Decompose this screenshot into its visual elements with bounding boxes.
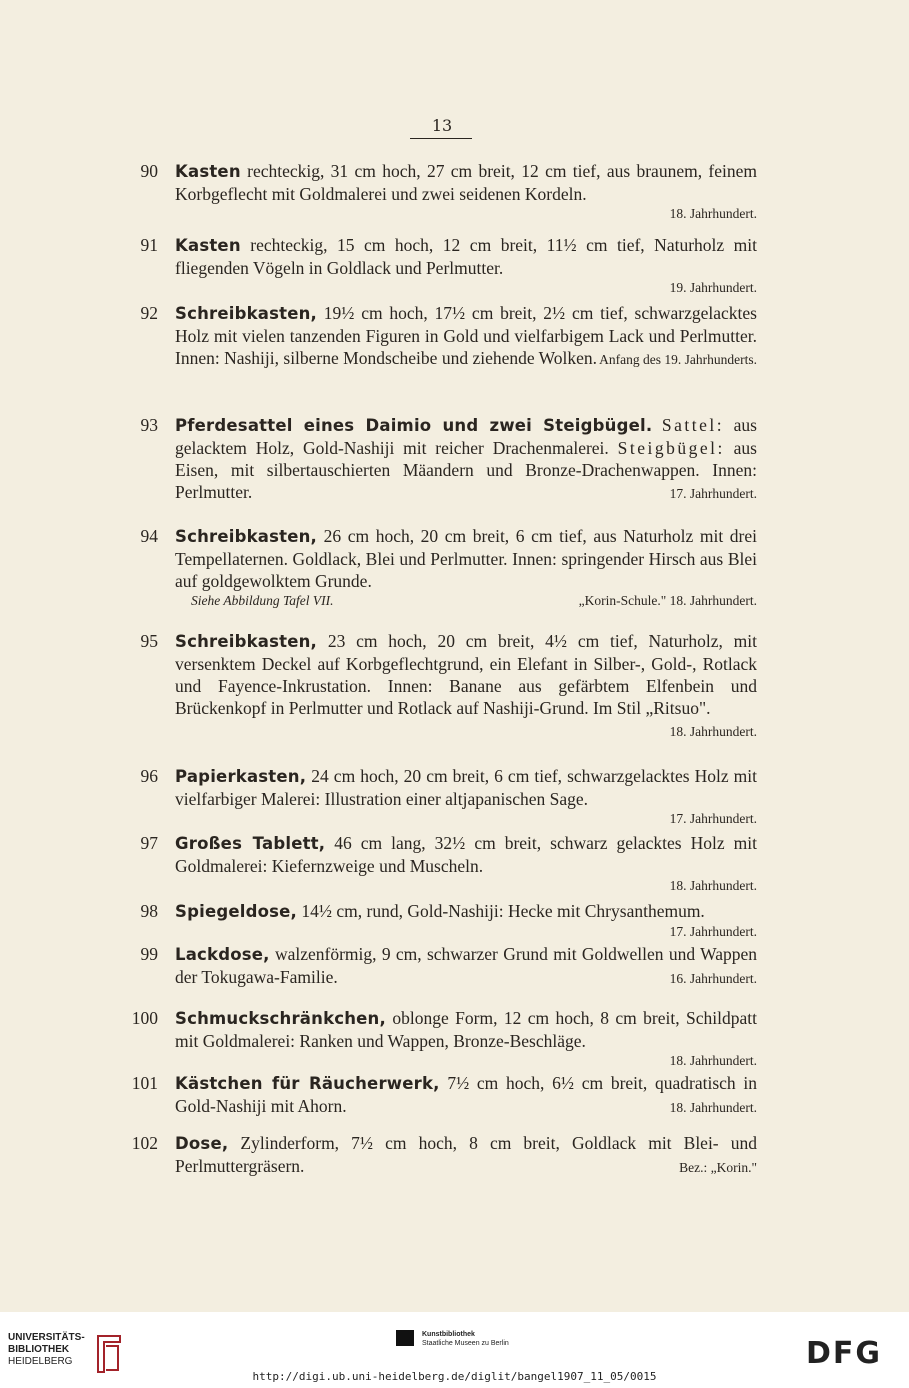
entry-title: Schmuckschränkchen, xyxy=(175,1009,386,1028)
page-number-rule xyxy=(410,138,472,139)
entry-number: 101 xyxy=(131,1073,158,1093)
entry-date: 18. Jahrhundert. xyxy=(669,206,757,221)
catalog-entry-97 xyxy=(130,832,760,895)
entry-date: 17. Jahrhundert. xyxy=(669,924,757,939)
entry-title: Schreibkasten, xyxy=(175,632,318,651)
entry-text: 19½ cm hoch, 17½ cm breit, 2½ cm tief, schwarzgelacktes Holz mit vielen tanzenden Figuren in Gold und vielfarbigem Lack und Perlmutter. Innen: Nashiji, silberne Mondscheibe und ziehende Wolken. xyxy=(175,303,757,368)
entry-number: 98 xyxy=(140,901,158,921)
entry-number: 95 xyxy=(140,631,158,651)
catalog-entry-101 xyxy=(130,1072,760,1119)
entry-text: 7½ cm hoch, 6½ cm breit, quadratisch in Gold-Nashiji mit Ahorn. xyxy=(175,1073,757,1116)
entry-date: 18. Jahrhundert. xyxy=(669,593,757,608)
entry-text: Zylinderform, 7½ cm hoch, 8 cm breit, Goldlack mit Blei- und Perlmuttergräsern. xyxy=(175,1133,757,1176)
kb-line2: Staatliche Museen zu Berlin xyxy=(422,1340,509,1347)
entry-date: 18. Jahrhundert. xyxy=(669,1100,757,1115)
entry-date: 17. Jahrhundert. xyxy=(669,486,757,501)
entry-title: Kästchen für Räucherwerk, xyxy=(175,1074,440,1093)
entry-date: 17. Jahrhundert. xyxy=(669,811,757,826)
entry-text: oblonge Form, 12 cm hoch, 8 cm breit, Schildpatt mit Goldmalerei: Ranken und Wappen, Bronze-Beschläge. xyxy=(175,1008,757,1051)
entry-date: 19. Jahrhundert. xyxy=(669,280,757,295)
entry-date: 18. Jahrhundert. xyxy=(669,724,757,739)
entry-title: Pferdesattel eines Daimio und zwei Steigbügel. xyxy=(175,416,653,435)
entry-number: 90 xyxy=(140,161,158,181)
entry-text: 26 cm hoch, 20 cm breit, 6 cm tief, aus Naturholz mit drei Tempellaternen. Goldlack, Blei und Perlmutter. Innen: springender Hirsch aus Blei auf goldgewolktem Grunde. xyxy=(175,526,757,591)
kunstbibliothek-logo-icon xyxy=(396,1330,414,1346)
catalog-entry-93 xyxy=(130,414,760,505)
entry-number: 99 xyxy=(140,944,158,964)
entry-title: Schreibkasten, xyxy=(175,304,318,323)
entry-text: walzenförmig, 9 cm, schwarzer Grund mit Goldwellen und Wappen der Tokugawa-Familie. xyxy=(175,944,757,987)
entry-citation xyxy=(175,592,757,610)
entry-label-stirrups: Steigbügel: xyxy=(617,438,725,458)
entry-text: 46 cm lang, 32½ cm breit, schwarz gelacktes Holz mit Goldmalerei: Kiefernzweige und Muscheln. xyxy=(175,833,757,876)
entry-title: Spiegeldose, xyxy=(175,902,298,921)
entry-title: Großes Tablett, xyxy=(175,834,326,853)
entry-number: 97 xyxy=(140,833,158,853)
entry-number: 96 xyxy=(140,766,158,786)
entry-date: Anfang des 19. Jahrhunderts. xyxy=(599,352,757,367)
entry-text: 14½ cm, rund, Gold-Nashiji: Hecke mit Chrysanthemum. xyxy=(297,901,705,921)
entry-title: Papierkasten, xyxy=(175,767,307,786)
entry-text: 23 cm hoch, 20 cm breit, 4½ cm tief, Naturholz, mit versenktem Deckel auf Korbgeflechtgrund, ein Elefant in Silber-, Gold-, Rotlack und Fayence-Inkrustation. Innen: Banane aus gefärbtem Elfenbein und Brückenkopf in Perlmutter und Rotlack auf Nashiji-Grund. Im Stil „Ritsuo". xyxy=(175,631,757,718)
entry-text: rechteckig, 15 cm hoch, 12 cm breit, 11½ cm tief, Naturholz mit fliegenden Vögeln in Goldlack und Perlmutter. xyxy=(175,235,757,278)
entry-date: 16. Jahrhundert. xyxy=(669,971,757,986)
permalink-url[interactable]: http://digi.ub.uni-heidelberg.de/diglit/bangel1907_11_05/0015 xyxy=(252,1370,657,1383)
ub-heidelberg-logo[interactable] xyxy=(8,1332,88,1368)
entry-number: 102 xyxy=(131,1133,158,1153)
catalog-entry-91 xyxy=(130,234,760,297)
catalog-entry-90 xyxy=(130,160,760,223)
ub-logo-line1: UNIVERSITÄTS- xyxy=(8,1332,85,1343)
catalog-entry-100 xyxy=(130,1007,760,1070)
entry-text: aus Eisen, mit silbertauschierten Mäandern und Bronze-Drachenwappen. Innen: Perlmutter. xyxy=(175,438,757,502)
entry-number: 100 xyxy=(131,1008,158,1028)
catalog-entry-96 xyxy=(130,765,760,828)
footer-bar xyxy=(0,1312,909,1388)
catalog-entry-92 xyxy=(130,302,760,371)
catalog-entry-95 xyxy=(130,630,760,743)
entry-title: Schreibkasten, xyxy=(175,527,318,546)
entry-signature: Bez.: „Korin." xyxy=(679,1160,757,1175)
kb-line1: Kunstbibliothek xyxy=(422,1331,475,1338)
catalog-entry-94 xyxy=(130,525,760,610)
ub-logo-line2: BIBLIOTHEK xyxy=(8,1344,70,1355)
entry-number: 93 xyxy=(140,415,158,435)
dfg-logo[interactable]: DFG xyxy=(806,1336,883,1371)
catalog-entry-102 xyxy=(130,1132,760,1179)
entry-title: Dose, xyxy=(175,1134,229,1153)
entry-number: 94 xyxy=(140,526,158,546)
catalog-entry-99 xyxy=(130,943,760,990)
entry-number: 92 xyxy=(140,303,158,323)
entry-number: 91 xyxy=(140,235,158,255)
plate-reference: Siehe Abbildung Tafel VII. xyxy=(191,593,334,608)
entry-title: Lackdose, xyxy=(175,945,270,964)
entry-text: aus gelacktem Holz, Gold-Nashiji mit reicher Drachenmalerei. xyxy=(175,415,757,458)
school-attribution: „Korin-Schule." xyxy=(578,593,667,608)
entry-date: 18. Jahrhundert. xyxy=(669,878,757,893)
entry-title: Kasten xyxy=(175,236,241,255)
page-number: 13 xyxy=(431,116,453,135)
entry-text: 24 cm hoch, 20 cm breit, 6 cm tief, schwarzgelacktes Holz mit vielfarbiger Malerei: Illustration einer altjapanischen Sage. xyxy=(175,766,757,809)
kunstbibliothek-logo[interactable] xyxy=(422,1330,509,1348)
entry-label-saddle: Sattel: xyxy=(661,415,725,435)
entry-title: Kasten xyxy=(175,162,241,181)
entry-text: rechteckig, 31 cm hoch, 27 cm breit, 12 cm tief, aus braunem, feinem Korbgeflecht mit Goldmalerei und zwei seidenen Kordeln. xyxy=(175,161,757,204)
ub-logo-line3: HEIDELBERG xyxy=(8,1356,73,1367)
entry-date: 18. Jahrhundert. xyxy=(669,1053,757,1068)
catalog-entry-98 xyxy=(130,900,760,941)
